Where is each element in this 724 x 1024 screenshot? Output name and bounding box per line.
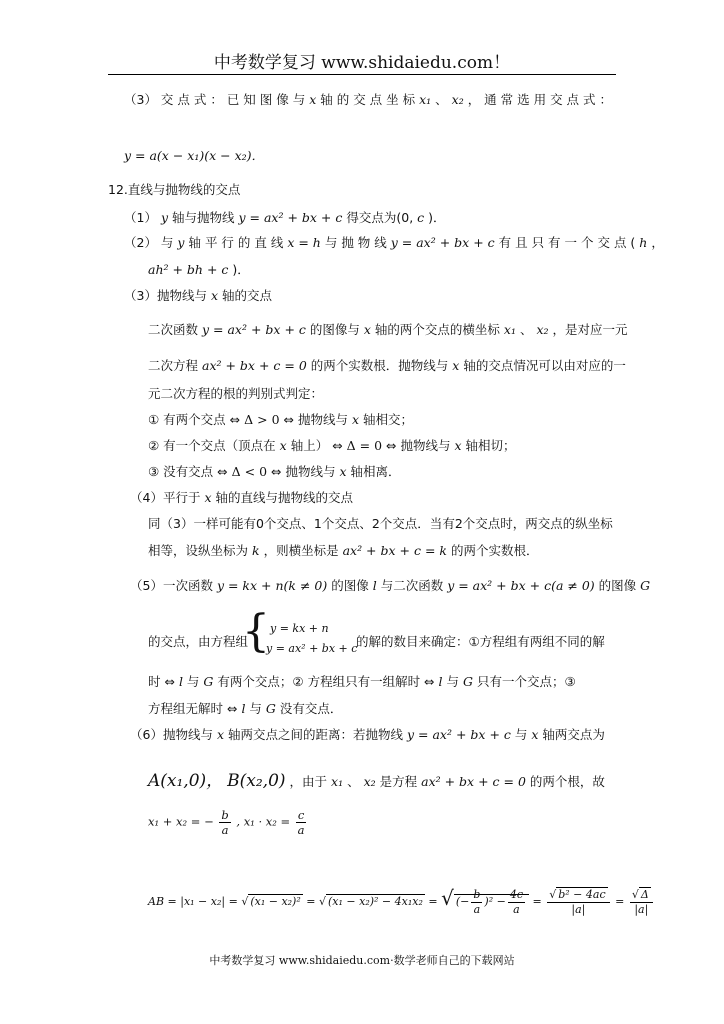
denominator: a: [513, 902, 520, 916]
text: 与: [514, 727, 528, 742]
text: 轴的直线与抛物线的交点: [215, 490, 353, 505]
text: 得交点为(0,: [346, 210, 414, 225]
fraction: [471, 888, 482, 917]
var-x: x: [216, 727, 225, 742]
text: 的图像: [598, 578, 637, 593]
var-l: l: [372, 578, 377, 593]
var-x: x: [454, 438, 462, 453]
equation: y = ax² + bx + c: [202, 322, 306, 337]
text: =: [615, 895, 625, 908]
point-b: B(x₂,0): [227, 771, 286, 791]
equation: y = ax² + bx + c: [238, 210, 343, 225]
var-x: x: [531, 727, 539, 742]
item-4-line-b: [148, 541, 538, 559]
text: （1）: [124, 210, 157, 225]
equation: ax² + bx + c = 0: [421, 774, 526, 789]
var-x1: x₁: [503, 322, 516, 337]
text: 轴两交点为: [542, 727, 605, 742]
text: 轴两交点之间的距离：若抛物线: [228, 727, 404, 742]
item-4-title: [130, 488, 353, 506]
fraction: [508, 888, 525, 917]
var-x2: x₂: [451, 92, 464, 107]
text: 轴相离．: [350, 464, 401, 479]
item-3-title: [124, 286, 272, 304]
text: 与: [186, 674, 200, 689]
text: ⇔ 抛物线与: [271, 464, 336, 479]
var-x: x: [204, 490, 212, 505]
var-k: k: [252, 543, 260, 558]
text: 有 且 只 有 一 个 交 点 (: [498, 235, 636, 250]
equation: Δ < 0: [231, 464, 268, 479]
fraction-discriminant: [547, 888, 609, 917]
radicand: Δ: [640, 887, 649, 901]
var-y: y: [160, 210, 168, 225]
text: 的两个根，故: [529, 774, 605, 789]
text: 轴的两个交点的横坐标: [374, 322, 500, 337]
var-x: x: [363, 322, 371, 337]
text: =: [428, 895, 438, 908]
var-l: l: [438, 674, 443, 689]
text: 轴与抛物线: [171, 210, 235, 225]
item-3-line-c: 元二次方程的根的判别式判定：: [148, 386, 324, 401]
text: ⇔ 抛物线与: [283, 412, 348, 427]
sqrt-term-2: (x₁ − x₂)² − 4x₁x₂: [328, 895, 423, 908]
item-5-line-a-pre: 的交点，由方程组: [148, 634, 249, 649]
var-g: G: [203, 674, 214, 689]
text: （5）一次函数: [130, 578, 213, 593]
fraction-b-over-a: [219, 808, 230, 837]
numerator: b: [473, 887, 481, 901]
numerator: √ b² − 4ac: [547, 888, 609, 903]
var-h: h: [639, 235, 648, 250]
denominator: a: [297, 823, 305, 837]
vieta-formula: [148, 808, 308, 837]
text: （3）抛物线与: [124, 288, 207, 303]
numerator: √ Δ: [630, 888, 653, 903]
var-x: x: [452, 358, 460, 373]
sqrt-term-1: (x₁ − x₂)²: [250, 895, 301, 908]
text: 的两个实数根．: [450, 543, 539, 558]
item-1: [124, 208, 446, 226]
text: 方程组无解时 ⇔: [148, 701, 238, 716]
equation: ah² + bh + c: [148, 262, 229, 277]
text: 与 抛 物 线: [324, 235, 387, 250]
case-2: [148, 436, 516, 454]
item-3-line-a: [148, 320, 628, 338]
text: ⇔ 抛物线与: [386, 438, 451, 453]
text: （3） 交 点 式 ： 已 知 图 像 与: [124, 92, 306, 107]
equation: y = kx + n(k ≠ 0): [216, 578, 328, 593]
equation: ax² + bx + c = 0: [202, 358, 307, 373]
section-12-title: 12.直线与抛物线的交点: [108, 182, 241, 197]
point-a: A(x₁,0)，: [148, 771, 224, 791]
var-l: l: [178, 674, 183, 689]
item-5-line-a-post: 的解的数目来确定：①方程组有两组不同的解: [356, 634, 605, 649]
var-g: G: [640, 578, 651, 593]
text: 只有一个交点；③: [477, 674, 576, 689]
item-6-title: [130, 725, 605, 743]
text: 没有交点．: [279, 701, 343, 716]
text: )．: [428, 210, 446, 225]
text: 与: [446, 674, 460, 689]
text: （6）抛物线与: [130, 727, 213, 742]
numerator: c: [297, 808, 305, 822]
text: 是方程: [379, 774, 418, 789]
var-x1: x₁: [331, 774, 344, 789]
var-x1: x₁: [419, 92, 432, 107]
text: 、: [435, 92, 448, 107]
var-x: x: [309, 92, 317, 107]
item-2: [124, 233, 664, 251]
equation: y = ax² + bx + c: [407, 727, 511, 742]
text: 时 ⇔: [148, 674, 175, 689]
denominator: a: [221, 823, 229, 837]
text: 的两个实数根．抛物线与: [310, 358, 449, 373]
text: 轴的交点: [222, 288, 273, 303]
sqrt-term-3: [454, 887, 529, 916]
text: 的图像与: [309, 322, 360, 337]
text: , x₁ · x₂ =: [236, 814, 291, 829]
text: ② 有一个交点（顶点在: [148, 438, 276, 453]
var-g: G: [463, 674, 474, 689]
equation: ax² + bx + c = k: [342, 543, 447, 558]
formula-intersection: y = a(x − x₁)(x − x₂)．: [124, 148, 265, 163]
var-g: G: [265, 701, 276, 716]
item-2-cont: [148, 260, 250, 278]
text: （2） 与: [124, 235, 174, 250]
text: 轴相切；: [465, 438, 516, 453]
text: 、: [347, 774, 360, 789]
text: AB = |x₁ − x₂| =: [148, 895, 238, 908]
text: 轴 平 行 的 直 线: [188, 235, 284, 250]
fraction-c-over-a: [296, 808, 306, 837]
var-x: x: [339, 464, 347, 479]
equation: Δ > 0: [244, 412, 280, 427]
text: 的图像: [331, 578, 369, 593]
text: 轴 的 交 点 坐 标: [320, 92, 416, 107]
text: 与二次函数: [380, 578, 444, 593]
text: ，是对应一元: [552, 322, 628, 337]
denominator: |a|: [634, 902, 649, 916]
text: 、: [519, 322, 533, 337]
text: ，: [651, 235, 664, 250]
page-footer: 中考数学复习 www.shidaiedu.com·数学老师自己的下载网站: [209, 954, 515, 967]
text: 二次方程: [148, 358, 199, 373]
text: (−: [455, 895, 470, 908]
system-eq-2: y = ax² + bx + c: [266, 642, 358, 655]
text: 轴相交；: [363, 412, 414, 427]
var-x2: x₂: [536, 322, 549, 337]
radicand: b² − 4ac: [558, 887, 606, 901]
text: 有两个交点；② 方程组只有一组解时 ⇔: [217, 674, 435, 689]
line-intersection-form: [124, 90, 612, 108]
var-c: c: [417, 210, 425, 225]
var-l: l: [241, 701, 246, 716]
equation: y = ax² + bx + c: [390, 235, 495, 250]
numerator: b: [221, 808, 229, 822]
var-y: y: [177, 235, 185, 250]
case-1: [148, 410, 413, 428]
var-x: x: [210, 288, 219, 303]
item-5-title: [130, 576, 650, 594]
text: ③ 没有交点 ⇔: [148, 464, 228, 479]
equation: Δ = 0: [346, 438, 383, 453]
text: ，由于: [289, 774, 328, 789]
system-brace: {: [242, 606, 270, 657]
var-x2: x₂: [363, 774, 376, 789]
var-x: x: [279, 438, 287, 453]
text: =: [306, 895, 316, 908]
numerator: 4c: [509, 887, 523, 901]
text: )．: [232, 262, 250, 277]
text: 轴上） ⇔: [290, 438, 343, 453]
denominator: a: [473, 902, 481, 916]
fraction-delta: [630, 888, 653, 917]
case-3: [148, 462, 401, 480]
text: 相等，设纵坐标为: [148, 543, 249, 558]
text: )² −: [484, 895, 506, 908]
text: x₁ + x₂ = −: [148, 814, 214, 829]
header-rule: [108, 74, 616, 75]
text: ① 有两个交点 ⇔: [148, 412, 241, 427]
distance-formula: AB = |x₁ − x₂| = √ (x₁ − x₂)² = √ (x₁ − x₂)² − 4x₁x₂ = √ (− $\frac{b}{a}$ )² − $\frac{4c}{a}$ = $\frac{\text{√ b² − 4ac}}{|a|}$ = $\frac{√ \Delta}{|a|}$: [148, 886, 655, 917]
item-3-line-b: [148, 356, 626, 374]
item-5-line-c: [148, 699, 342, 717]
page-header: 中考数学复习 www.shidaiedu.com！: [213, 53, 511, 73]
item-6-line-a: [148, 766, 605, 791]
equation: x = h: [287, 235, 321, 250]
text: 二次函数: [148, 322, 199, 337]
text: ，则横坐标是: [263, 543, 339, 558]
equation: y = ax² + bx + c(a ≠ 0): [447, 578, 595, 593]
item-4-line-a: 同（3）一样可能有0个交点、1个交点、2个交点．当有2个交点时，两交点的纵坐标: [148, 516, 613, 531]
text: 与: [249, 701, 262, 716]
item-5-line-b: [148, 672, 576, 690]
text: =: [532, 895, 542, 908]
denominator: |a|: [571, 902, 586, 916]
text: ， 通 常 选 用 交 点 式 ：: [467, 92, 612, 107]
system-eq-1: y = kx + n: [270, 622, 329, 635]
var-x: x: [351, 412, 360, 427]
text: 轴的交点情况可以由对应的一: [463, 358, 626, 373]
text: （4）平行于: [130, 490, 201, 505]
